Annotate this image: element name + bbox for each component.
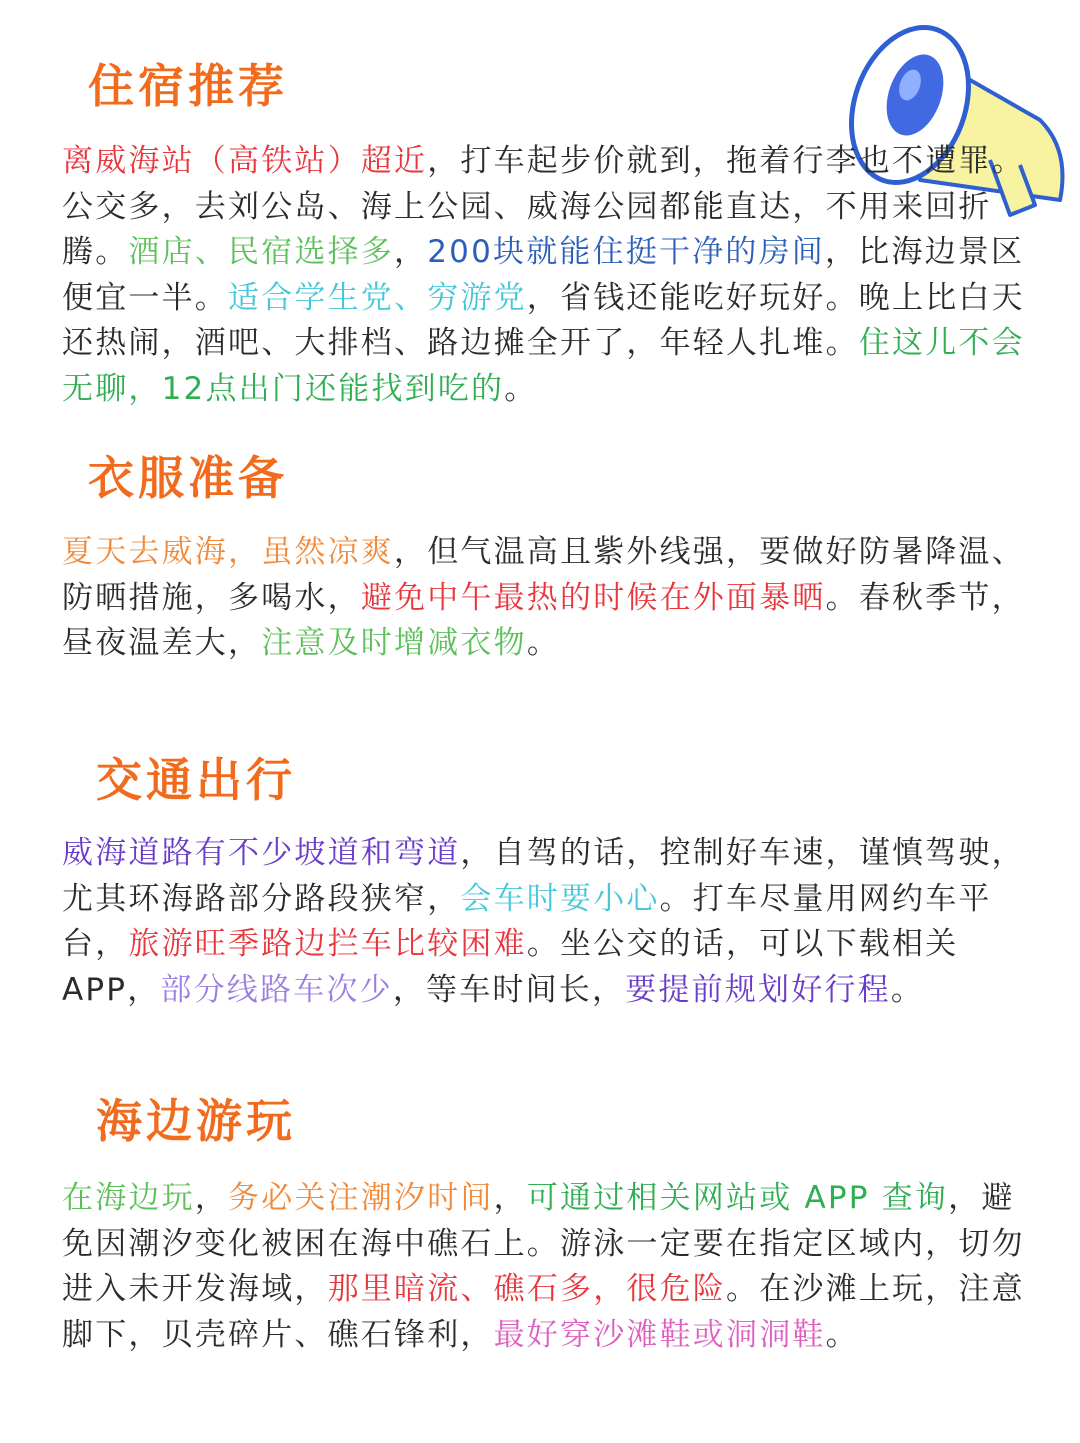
highlight-text: 200块就能住挺干净的房间 — [427, 234, 825, 270]
body-text: ，比海边景区便宜一半。 — [62, 234, 1025, 316]
highlight-text: 夏天去威海，虽然凉爽 — [62, 534, 394, 570]
section-body-accommodation — [62, 139, 1030, 412]
body-text: 。 — [825, 1316, 859, 1353]
highlight-text: 会车时要小心 — [460, 880, 660, 917]
body-text: 。春秋季节，昼夜温差大， — [62, 579, 1025, 661]
section-body-clothing — [62, 530, 1030, 667]
section-title-accommodation: 住宿推荐 — [88, 59, 288, 113]
highlight-text: 旅游旺季路边拦车比较困难 — [128, 926, 527, 962]
body-text: ，但气温高且紫外线强，要做好防暑降温、防晒措施，多喝水， — [62, 534, 1025, 616]
highlight-text: 适合学生党、穷游党 — [228, 279, 527, 316]
highlight-text: 务必关注潮汐时间 — [228, 1180, 494, 1216]
section-body-transport — [62, 831, 1030, 1013]
body-text: ，打车起步价就到，拖着行李也不遭罪。公交多，去刘公岛、海上公园、威海公园都能直达，不用来回折腾。 — [62, 143, 1025, 270]
section-title-clothing: 衣服准备 — [88, 451, 288, 505]
highlight-text: 可通过相关网站或 APP 查询 — [526, 1180, 949, 1216]
highlight-text: 部分线路车次少 — [160, 971, 393, 1008]
body-text: ，等车时间长， — [392, 971, 626, 1008]
body-text: 。在沙滩上玩，注意脚下，贝壳碎片、礁石锋利， — [62, 1271, 1025, 1353]
body-text: ，自驾的话，控制好车速，谨慎驾驶，尤其环海路部分路段狭窄， — [62, 835, 1025, 917]
body-text: ， — [493, 1180, 527, 1216]
highlight-text: 要提前规划好行程 — [625, 971, 891, 1008]
section-body-beach — [62, 1176, 1030, 1358]
body-text: 。 — [504, 370, 538, 407]
body-text: ，省钱还能吃好玩好。晚上比白天还热闹，酒吧、大排档、路边摊全开了，年轻人扎堆。 — [62, 279, 1025, 361]
body-text: 。坐公交的话，可以下载相关APP， — [62, 926, 959, 1008]
highlight-text: 在海边玩 — [62, 1180, 195, 1216]
highlight-text: 那里暗流、礁石多，很危险 — [327, 1271, 727, 1307]
highlight-text: 离威海站（高铁站）超近 — [62, 143, 428, 179]
body-text: ， — [394, 234, 428, 270]
highlight-text: 最好穿沙滩鞋或洞洞鞋 — [493, 1316, 826, 1353]
body-text: 。 — [526, 625, 561, 661]
highlight-text: 避免中午最热的时候在外面暴晒 — [360, 579, 826, 616]
section-title-beach: 海边游玩 — [96, 1094, 296, 1148]
body-text: ，避免因潮汐变化被困在海中礁石上。游泳一定要在指定区域内，切勿进入未开发海域， — [62, 1180, 1025, 1307]
highlight-text: 酒店、民宿选择多 — [128, 234, 395, 270]
section-title-transport: 交通出行 — [96, 753, 296, 807]
highlight-text: 威海道路有不少坡道和弯道 — [62, 835, 461, 871]
body-text: 。打车尽量用网约车平台， — [62, 880, 992, 962]
highlight-text: 住这儿不会无聊，12点出门还能找到吃的 — [62, 325, 1025, 407]
highlight-text: 注意及时增减衣物 — [261, 625, 527, 661]
body-text: ， — [194, 1180, 229, 1216]
body-text: 。 — [890, 971, 925, 1008]
